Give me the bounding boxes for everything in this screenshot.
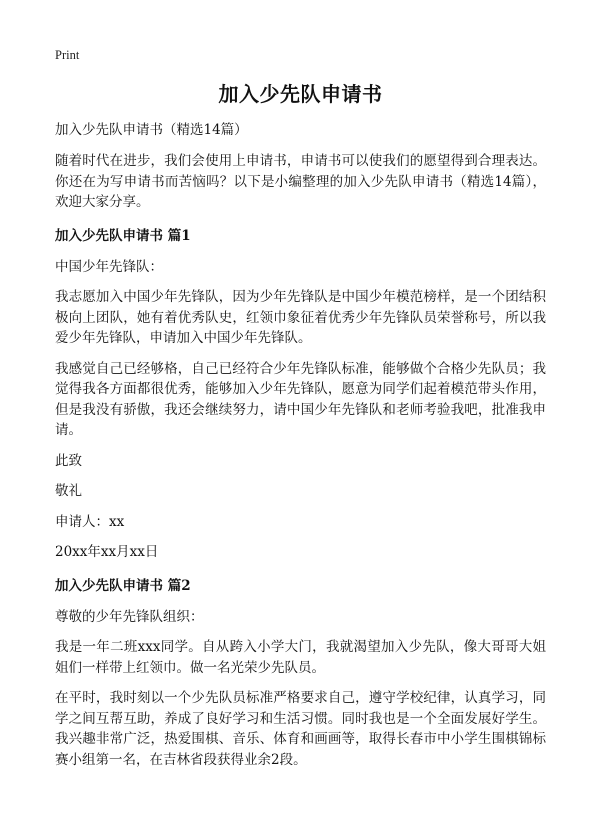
document-subtitle: 加入少先队申请书（精选14篇） bbox=[55, 122, 248, 138]
section-heading-2: 加入少先队申请书 篇2 bbox=[55, 577, 191, 594]
print-link[interactable]: Print bbox=[55, 48, 80, 62]
date-line: 20xx年xx月xx日 bbox=[55, 544, 159, 560]
salutation-2: 尊敬的少年先锋队组织： bbox=[55, 608, 204, 625]
salutation-1: 中国少年先锋队： bbox=[55, 258, 163, 275]
intro-paragraph: 随着时代在进步，我们会使用上申请书，申请书可以使我们的愿望得到合理表达。你还在为写申请书而苦恼吗？以下是小编整理的加入少先队申请书（精选14篇），欢迎大家分享。 bbox=[55, 153, 546, 210]
closing-salute: 敬礼 bbox=[55, 483, 82, 499]
section-2-paragraph-1: 我是一年二班xxx同学。自从跨入小学大门，我就渴望加入少先队，像大哥哥大姐姐们一样带上红领巾。做一名光荣少先队员。 bbox=[55, 639, 546, 676]
section-1-paragraph-2: 我感觉自己已经够格，自己已经符合少年先锋队标准，能够做个合格少先队员；我觉得我各方面都很优秀，能够加入少年先锋队，愿意为同学们起着模范带头作用，但是我没有骄傲，我还会继续努力，请中国少年先锋队和老师考验我吧，批准我申请。 bbox=[55, 360, 546, 438]
page-title: 加入少先队申请书 bbox=[218, 82, 383, 106]
section-heading-1: 加入少先队申请书 篇1 bbox=[55, 227, 191, 244]
section-2-paragraph-2: 在平时，我时刻以一个少先队员标准严格要求自己，遵守学校纪律，认真学习，同学之间互帮互助，养成了良好学习和生活习惯。同时我也是一个全面发展好学生。我兴趣非常广泛，热爱围棋、音乐、体育和画画等，取得长春市中小学生围棋锦标赛小组第一名，在吉林省段获得业余2段。 bbox=[55, 690, 546, 768]
applicant-line: 申请人：xx bbox=[55, 513, 125, 530]
closing-greeting: 此致 bbox=[55, 452, 82, 469]
section-1-paragraph-1: 我志愿加入中国少年先锋队，因为少年先锋队是中国少年模范榜样，是一个团结积极向上团队，她有着优秀队史，红领巾象征着优秀少年先锋队员荣誉称号，所以我爱少年先锋队，申请加入中国少年先锋队。 bbox=[55, 289, 546, 346]
